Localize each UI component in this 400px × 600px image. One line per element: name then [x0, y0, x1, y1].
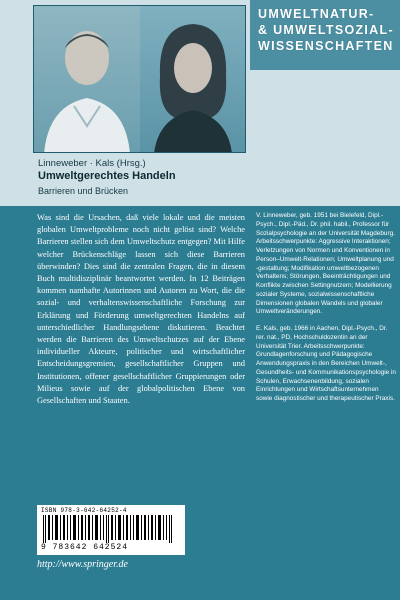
author-photo-kals	[140, 6, 246, 153]
author-bios	[256, 212, 396, 412]
book-title: Umweltgerechtes Handeln	[38, 170, 176, 182]
book-description: Was sind die Ursachen, daß viele lokale und die meisten globalen Umweltprobleme noch nicht gelöst sind? Welche Barrieren stellen sich dem Umweltschutz entgegen? Mit Hilfe welcher Brückenschläge lassen sich diese Barrieren überwinden? Dies sind die zentralen Fragen, die in diesem Buch multidisziplinär beantwortet werden. In 12 Beiträgen kommen namhafte Autorinnen und Autoren zu Wort, die die sozial- und verhaltenswissenschaftliche Forschung zur Erklärung und Förderung umweltgerechten Handelns auf unterschiedlicher Handlungsebene diskutieren. Beachtet werden die Barrieren des Umweltschutzes auf der Ebene individueller Akteure, politischer und wirtschaftlicher Entscheidungsgremien, gesellschaftlicher Gruppen und Institutionen, offener gesellschaftlicher Gruppierungen oder Milieus sowie auf der globalpolitischen Ebene von Gesellschaften und Staaten.	[37, 213, 245, 406]
book-subtitle: Barrieren und Brücken	[38, 186, 129, 196]
author-photos	[33, 5, 246, 153]
barcode-block	[37, 505, 185, 555]
author-photo-linneweber	[34, 6, 140, 153]
barcode-number: 9 783642 642524	[41, 543, 129, 552]
isbn-label: ISBN 978-3-642-64252-4	[41, 507, 127, 514]
bio-kals: E. Kals, geb. 1966 in Aachen, Dipl.-Psych., Dr. rer. nat., PD, Hochschuldozentin an der Universität Trier. Arbeitsschwerpunkte: Grundlagenforschung und Pädagogische Anwendungspraxis in den Bereichen Umwelt-, Gesundheits- und Kommunikationspsychologie in Schulen, Erwachsenenbildung, sozialen Einrichtungen und Wirtschaftsunternehmen sowie diagnostischer und therapeutischer Praxis.	[256, 325, 396, 402]
series-title: UMWELTNATUR- & UMWELTSOZIAL- WISSENSCHAFTEN	[258, 7, 394, 53]
publisher-url[interactable]: http://www.springer.de	[37, 559, 128, 570]
barcode-icon	[41, 515, 181, 543]
bio-linneweber: V. Linneweber, geb. 1951 bei Bielefeld, Dipl.-Psych., Dipl.-Päd., Dr. phil. habil., Professor für Sozialpsychologie an der Universität Magdeburg. Arbeitsschwerpunkte: Aggressive Interaktionen; Verletzungen von Normen und Konventionen in Person–Umwelt-Relationen; Umweltplanung und -gestaltung; Modifikation umweltbezogenen Verhaltens; Störungen, Beeinträchtigungen und Konflikte zwischen Settingnutzern; Modellierung sozialer Systeme, sozialwissenschaftliche Dimensionen globalen Wandels und globaler Umweltveränderungen.	[256, 212, 395, 316]
book-editors: Linneweber · Kals (Hrsg.)	[38, 158, 146, 169]
